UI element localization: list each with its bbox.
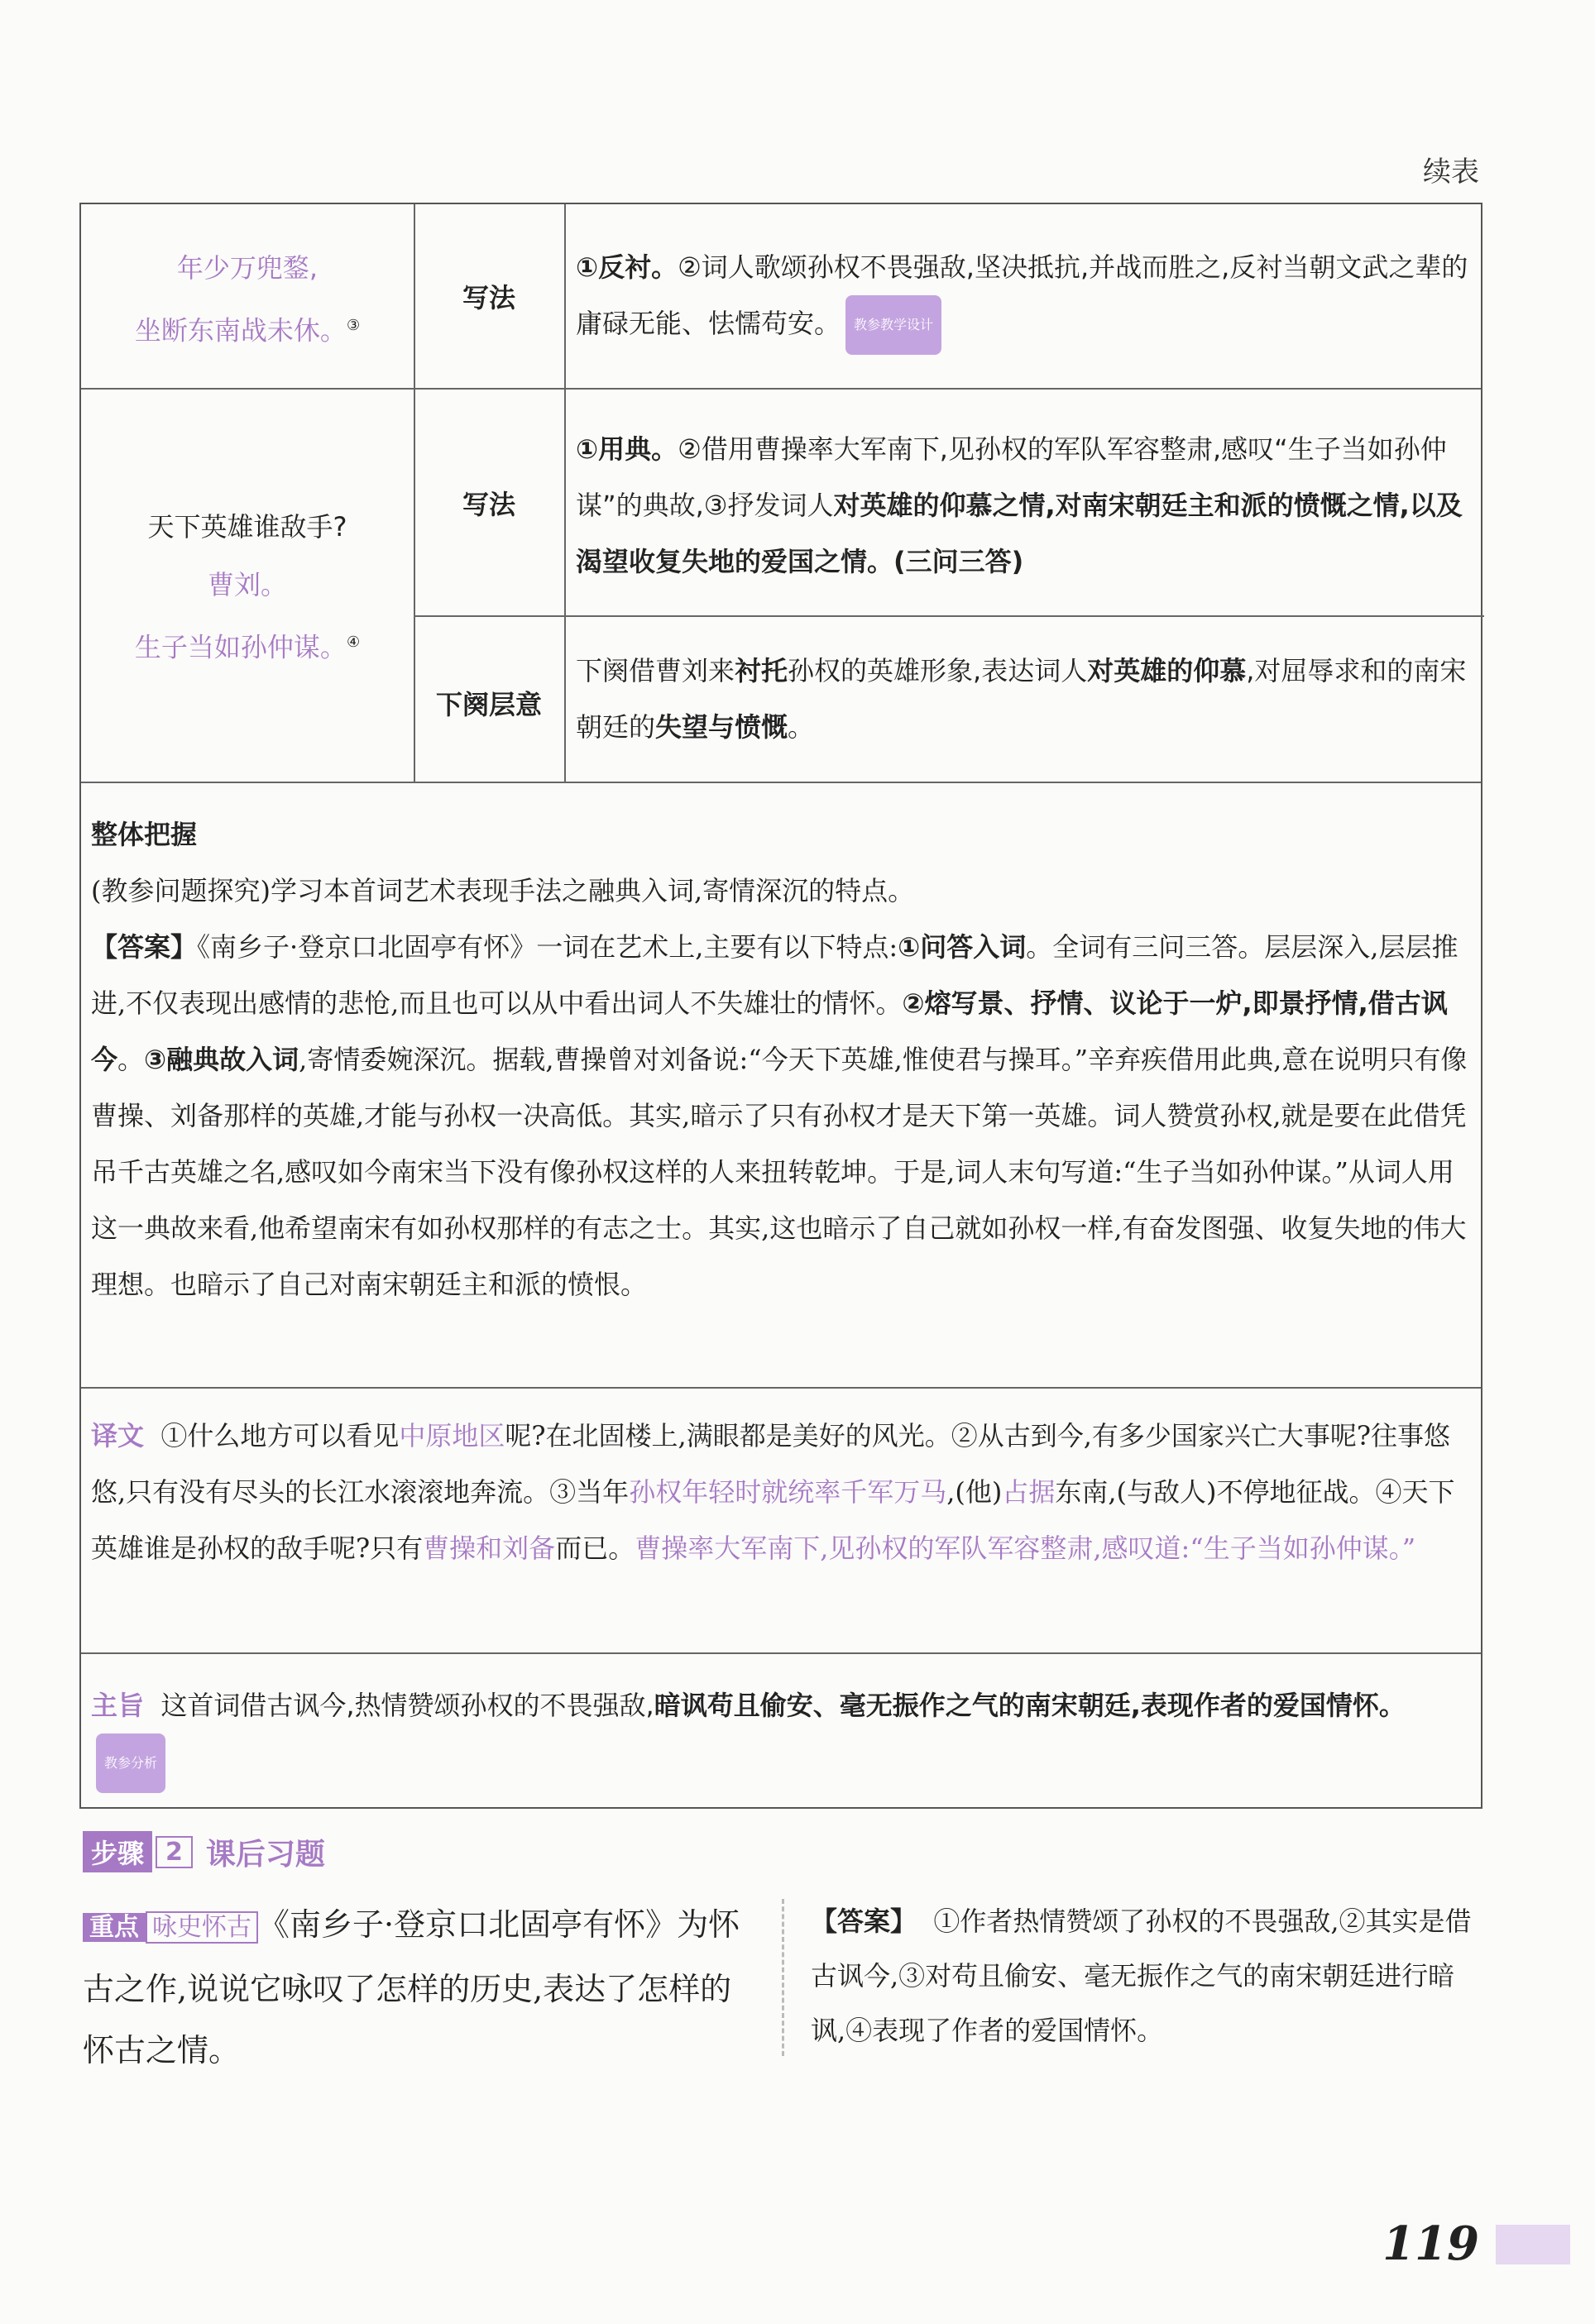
highlight-text: 占据 (1002, 1476, 1056, 1508)
bold-text: ①反衬。 (576, 251, 678, 283)
overall-section (91, 806, 1473, 1313)
step-heading (83, 1829, 325, 1874)
page-tab-decoration (1496, 2225, 1570, 2264)
column-divider (782, 1899, 784, 2056)
text: 而已。 (555, 1533, 635, 1564)
footnote-mark: ③ (346, 317, 361, 334)
poem-line: 年少万兜鍪, (176, 252, 319, 284)
theme-label: 主旨 (91, 1690, 145, 1721)
poem-line (81, 297, 414, 360)
source-tag: 教参分析 (96, 1733, 165, 1793)
text: 呢?在北固楼上,满眼都是美好的风光。②从古到今,有多少国家兴亡大事呢?往事悠悠,只有没有尽头的长江水滚滚地奔流。③当年 (91, 1420, 1451, 1508)
question-text: 《南乡子·登京口北固亭有怀》为怀古之作,说说它咏叹了怎样的历史,表达了怎样的怀古之情。 (83, 1906, 740, 2068)
poem-line: 天下英雄谁敌手? (147, 511, 347, 543)
poem-text: 生子当如孙仲谋。 (134, 631, 347, 663)
footnote-mark: ④ (346, 634, 361, 651)
poem-text: 东南战未休。 (187, 314, 347, 347)
text: 孙权的英雄形象,表达词人 (788, 655, 1088, 686)
answer-label: 【答案】 (91, 931, 198, 963)
poem-line: 曹刘。 (207, 569, 287, 600)
poem-row2 (81, 498, 414, 677)
row2a-text (576, 421, 1469, 590)
highlight-text: 孙权年轻时就统率千军万马 (629, 1476, 947, 1508)
text: ,(他) (946, 1476, 1003, 1508)
row-divider (81, 1387, 1481, 1389)
poem-row1 (81, 239, 414, 360)
highlight-text: 曹操和刘备 (423, 1533, 556, 1564)
highlight-text: 中原地区 (399, 1420, 505, 1451)
step-box: 步骤 (83, 1831, 152, 1872)
exercise-answer (811, 1894, 1481, 2058)
bold-text: 暗讽苟且偷安、毫无振作之气的南宋朝廷,表现作者的爱国情怀。 (654, 1690, 1406, 1721)
answer-text: ①作者热情赞颂了孙权的不畏强敌,②其实是借古讽今,③对苟且偷安、毫无振作之气的南宋朝廷进行暗讽,④表现了作者的爱国情怀。 (811, 1906, 1472, 2046)
label-method: 写法 (462, 282, 515, 313)
text: 。全词有三问三答。层层深入,层层推进,不仅表现出感情的悲怆,而且也可以从中看出词人不失雄壮的情怀。 (91, 931, 1458, 1019)
continued-label: 续表 (1423, 155, 1479, 189)
bold-text: ①问答入词 (898, 931, 1027, 963)
text: ,寄情委婉深沉。据载,曹操曾对刘备说:“今天下英雄,惟使君与操耳。”辛弃疾借用此典,意在说明只有像曹操、刘备那样的英雄,才能与孙权一决高低。其实,暗示了只有孙权才是天下第一英雄。词人赞赏孙权,就是要在此借凭吊千古英雄之名,感叹如今南宋当下没有像孙权这样的人来扭转乾坤。于是,词人末句写道:“生子当如孙仲谋。”从词人用这一典故来看,他希望南宋有如孙权那样的有志之士。其实,这也暗示了自己就如孙权一样,有奋发图强、收复失地的伟大理想。也暗示了自己对南宋朝廷主和派的愤恨。 (91, 1044, 1468, 1300)
label-layer-meaning: 下阕层意 (435, 689, 542, 720)
translation-label: 译文 (91, 1420, 145, 1451)
overall-question: (教参问题探究)学习本首词艺术表现手法之融典入词,寄情深沉的特点。 (91, 875, 915, 906)
overall-title: 整体把握 (91, 819, 198, 850)
text: 。 (788, 711, 815, 743)
col-divider (564, 204, 566, 782)
bold-text: 衬托 (735, 655, 788, 686)
text: ①什么地方可以看见 (160, 1420, 400, 1451)
text: 。 (117, 1044, 145, 1075)
bold-text: ②熔写景、抒情、议论于一炉,即景抒情,借古讽今 (91, 987, 1448, 1075)
row-divider (81, 388, 1481, 390)
highlight-text: 曹操率大军南下,见孙权的军队军容整肃,感叹道:“生子当如孙仲谋。” (635, 1533, 1416, 1564)
text: ,对屈辱求和的南宋朝廷的 (576, 655, 1467, 743)
text: ②借用曹操率大军南下,见孙权的军队军容整肃,感叹“生子当如孙仲谋”的典故,③抒发词人 (576, 433, 1447, 521)
type-badge: 咏史怀古 (146, 1911, 258, 1944)
text: 《南乡子·登京口北固亭有怀》一词在艺术上,主要有以下特点: (197, 931, 898, 963)
theme-section (91, 1677, 1473, 1793)
overall-answer (91, 919, 1473, 1313)
bold-text: ①用典。 (576, 433, 678, 465)
text: 东南,(与敌人)不停地征战。④天下英雄谁是孙权的敌手呢?只有 (91, 1476, 1455, 1564)
poem-line (81, 614, 414, 677)
translation-section (91, 1408, 1473, 1576)
answer-label: 【答案】 (811, 1906, 917, 1937)
label-method: 写法 (462, 489, 515, 520)
row-divider (81, 1652, 1481, 1654)
row-divider (415, 615, 1484, 617)
key-badge: 重点 (83, 1913, 146, 1942)
text: ②词人歌颂孙权不畏强敌,坚决抵抗,并战而胜之,反衬当朝文武之辈的庸碌无能、怯懦苟安。 (576, 251, 1468, 339)
bold-text: 失望与愤慨 (655, 711, 788, 743)
row2b-text (576, 643, 1469, 755)
source-tag: 教参教学设计 (845, 295, 941, 355)
bold-text: 对英雄的仰慕 (1087, 655, 1247, 686)
text: 这首词借古讽今,热情赞颂孙权的不畏强敌, (160, 1690, 654, 1721)
step-number: 2 (156, 1836, 193, 1868)
page-number: 119 (1382, 2216, 1479, 2271)
poem-annotated: 坐断 (134, 314, 188, 347)
step-title: 课后习题 (205, 1837, 325, 1872)
bold-text: ③融典故入词 (144, 1044, 299, 1075)
row1-text (576, 239, 1469, 355)
bold-text: 对英雄的仰慕之情,对南宋朝廷主和派的愤慨之情,以及渴望收复失地的爱国之情。(三问三答) (576, 490, 1463, 577)
text: 下阕借曹刘来 (576, 655, 735, 686)
exercise-question (83, 1894, 761, 2081)
row-divider (81, 782, 1481, 783)
